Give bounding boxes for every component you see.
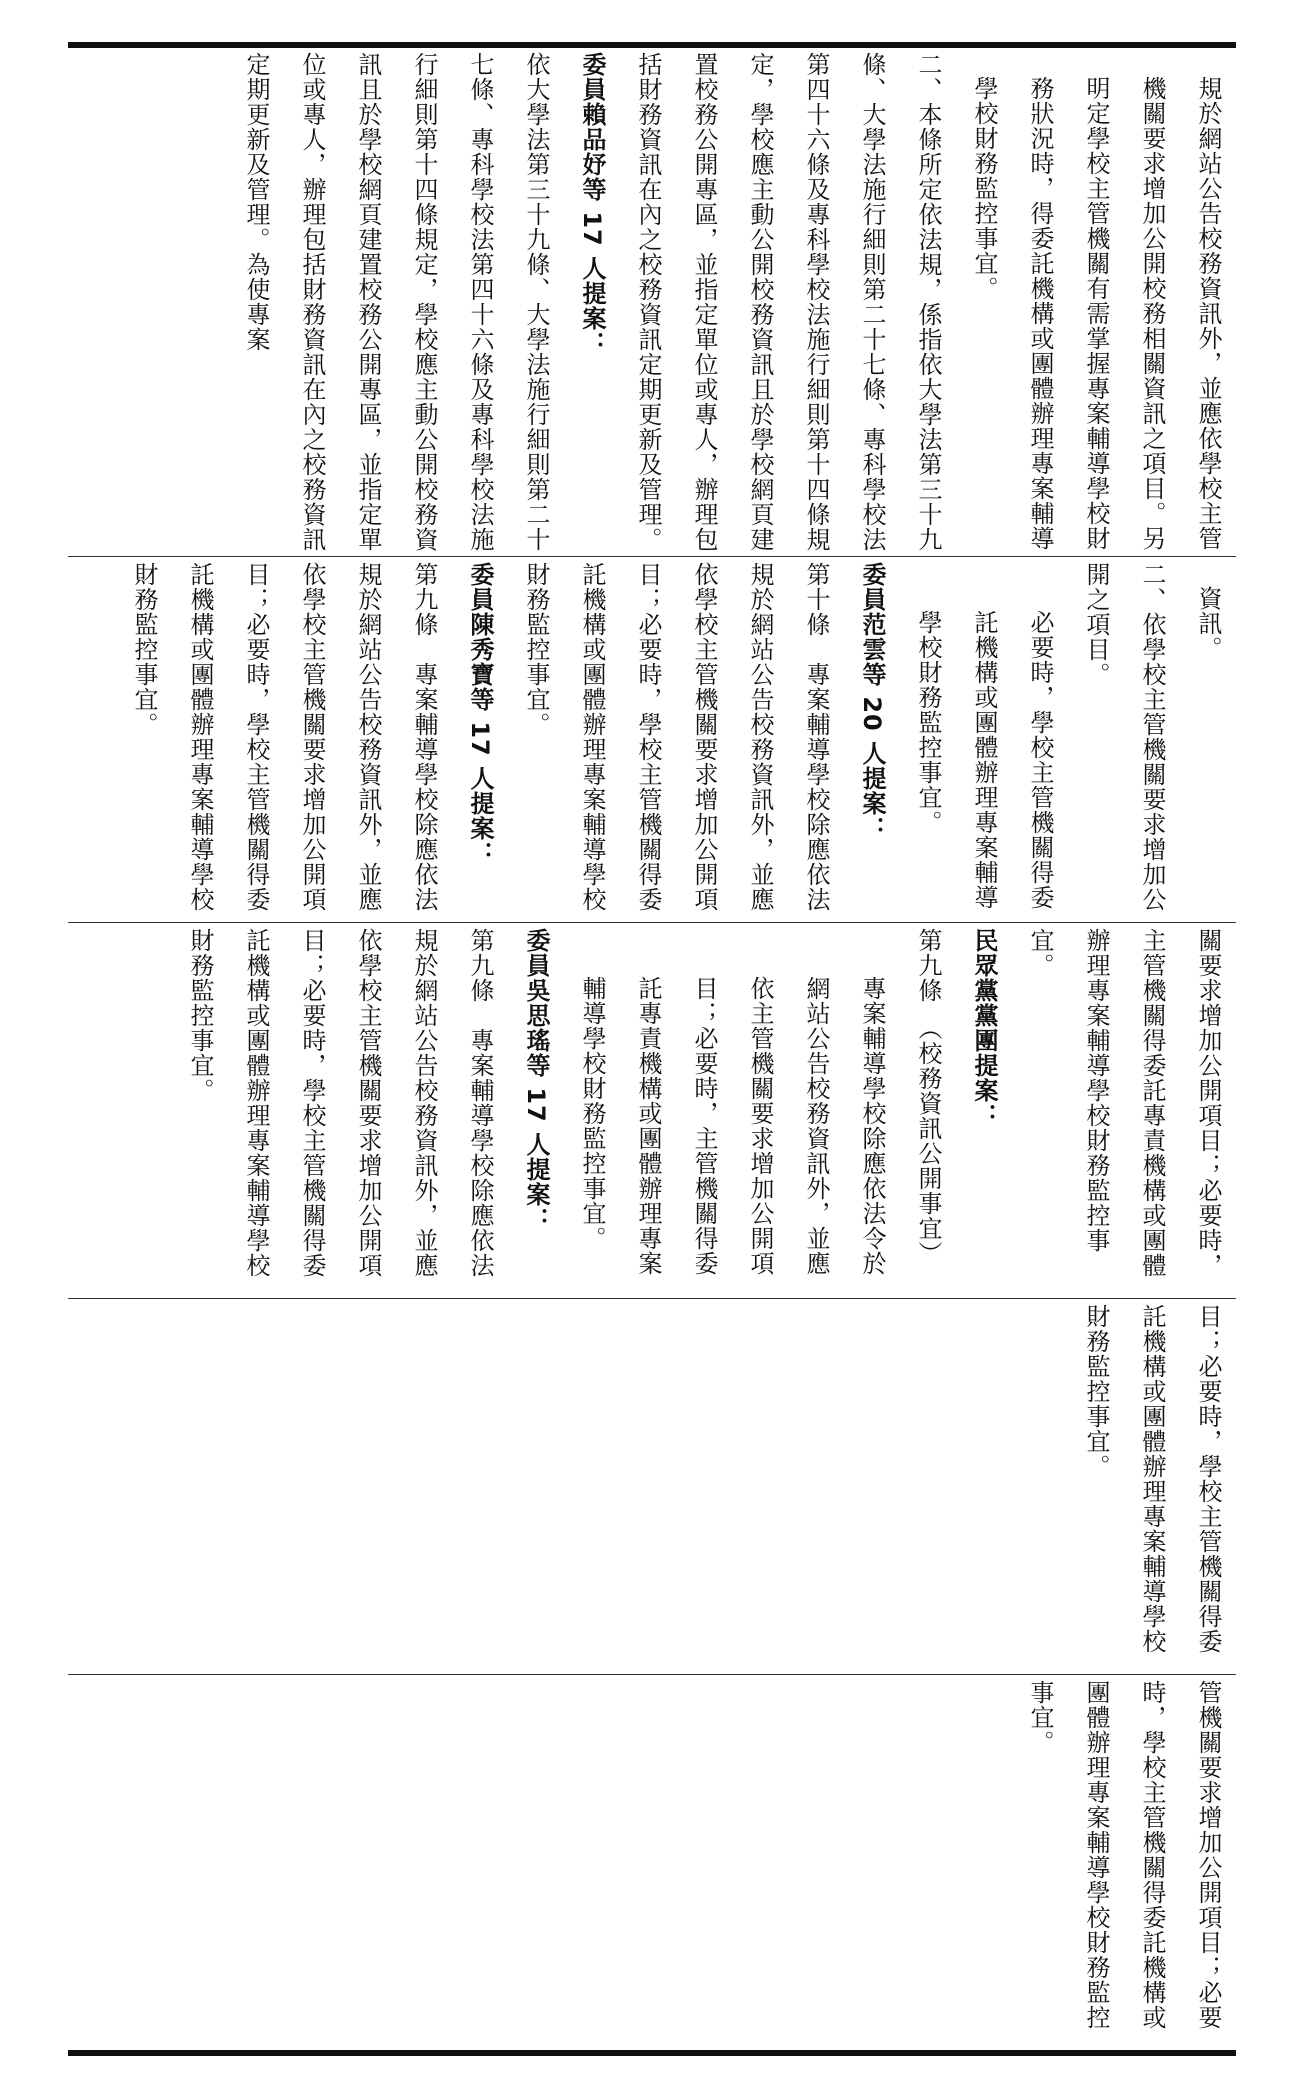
text-column-2 [68,562,1236,918]
column-5-body [1012,1680,1236,2046]
proposal-heading: 委員范雲等 20 人提案： [858,562,886,842]
paragraph: 第九條 專案輔導學校除應依法規於網站公告校務資訊外，並應依學校主管機關要求增加公開項目；必要時，學校主管機關得委託機構或團體辦理專案輔導學校財務監控事宜。 [186,928,494,1278]
paragraph: 管機關要求增加公開項目；必要時，學校主管機關得委託機構或團體辦理專案輔導學校財務監控事宜。 [1026,1680,1222,2030]
text-column-3 [68,928,1236,1294]
top-border-rule [68,42,1236,48]
paragraph: 專案輔導學校除應依法令於網站公告校務資訊外，並應依主管機關要求增加公開項目；必要時，主管機關得委託專責機構或團體辦理專案輔導學校財務監控事宜。 [578,976,886,1276]
column-4-body [1068,1304,1236,1670]
paragraph: 二、依學校主管機關要求增加公開之項目。 [1082,562,1166,912]
bottom-border-rule [68,2050,1236,2056]
paragraph: 二、本條所定依法規，係指依大學法第三十九條、大學法施行細則第二十七條、專科學校法第四十六條及專科學校法施行細則第十四條規定，學校應主動公開校務資訊且於學校網頁建置校務公開專區，並指定單位或專人，辦理包括財務資訊在內之校務資訊定期更新及管理。 [634,52,942,552]
proposal-heading: 委員陳秀寶等 17 人提案： [466,562,494,867]
paragraph: 依大學法第三十九條、大學法施行細則第二十七條、專科學校法第四十六條及專科學校法施行細則第十四條規定，學校應主動公開校務資訊且於學校網頁建置校務公開專區，並指定單位或專人，辦理包括財務資訊在內之校務資訊定期更新及管理。為使專案 [242,52,550,552]
paragraph: 關要求增加公開項目；必要時，主管機關得委託專責機構或團體辦理專案輔導學校財務監控事宜。 [1026,928,1222,1278]
text-column-4 [68,1304,1236,1670]
proposal-heading: 委員吳思瑤等 17 人提案： [522,928,550,1233]
paragraph: 資訊。 [1194,586,1222,661]
column-divider [68,922,1236,923]
paragraph: 第十條 專案輔導學校除應依法規於網站公告校務資訊外，並應依學校主管機關要求增加公開項目；必要時，學校主管機關得委託機構或團體辦理專案輔導學校財務監控事宜。 [522,562,830,912]
text-column-5 [68,1680,1236,2046]
paragraph: 規於網站公告校務資訊外，並應依學校主管機關要求增加公開校務相關資訊之項目。另明定學校主管機關有需掌握專案輔導學校財務狀況時，得委託機構或團體辦理專案輔導學校財務監控事宜。 [970,76,1222,551]
proposal-heading: 委員賴品妤等 17 人提案： [578,52,606,357]
column-divider [68,556,1236,557]
column-2-body [116,562,1236,918]
proposal-heading: 民眾黨黨團提案： [970,928,998,1128]
paragraph: 目；必要時，學校主管機關得委託機構或團體辦理專案輔導學校財務監控事宜。 [1082,1304,1222,1654]
column-divider [68,1298,1236,1299]
column-1-body [228,52,1236,552]
column-3-body [172,928,1236,1294]
paragraph: 必要時，學校主管機關得委託機構或團體辦理專案輔導學校財務監控事宜。 [914,610,1054,910]
paragraph: 第九條 （校務資訊公開事宜） [914,928,942,1266]
text-column-1 [68,52,1236,552]
column-divider [68,1674,1236,1675]
paragraph: 第九條 專案輔導學校除應依法規於網站公告校務資訊外，並應依學校主管機關要求增加公開項目；必要時，學校主管機關得委託機構或團體辦理專案輔導學校財務監控事宜。 [130,562,438,912]
